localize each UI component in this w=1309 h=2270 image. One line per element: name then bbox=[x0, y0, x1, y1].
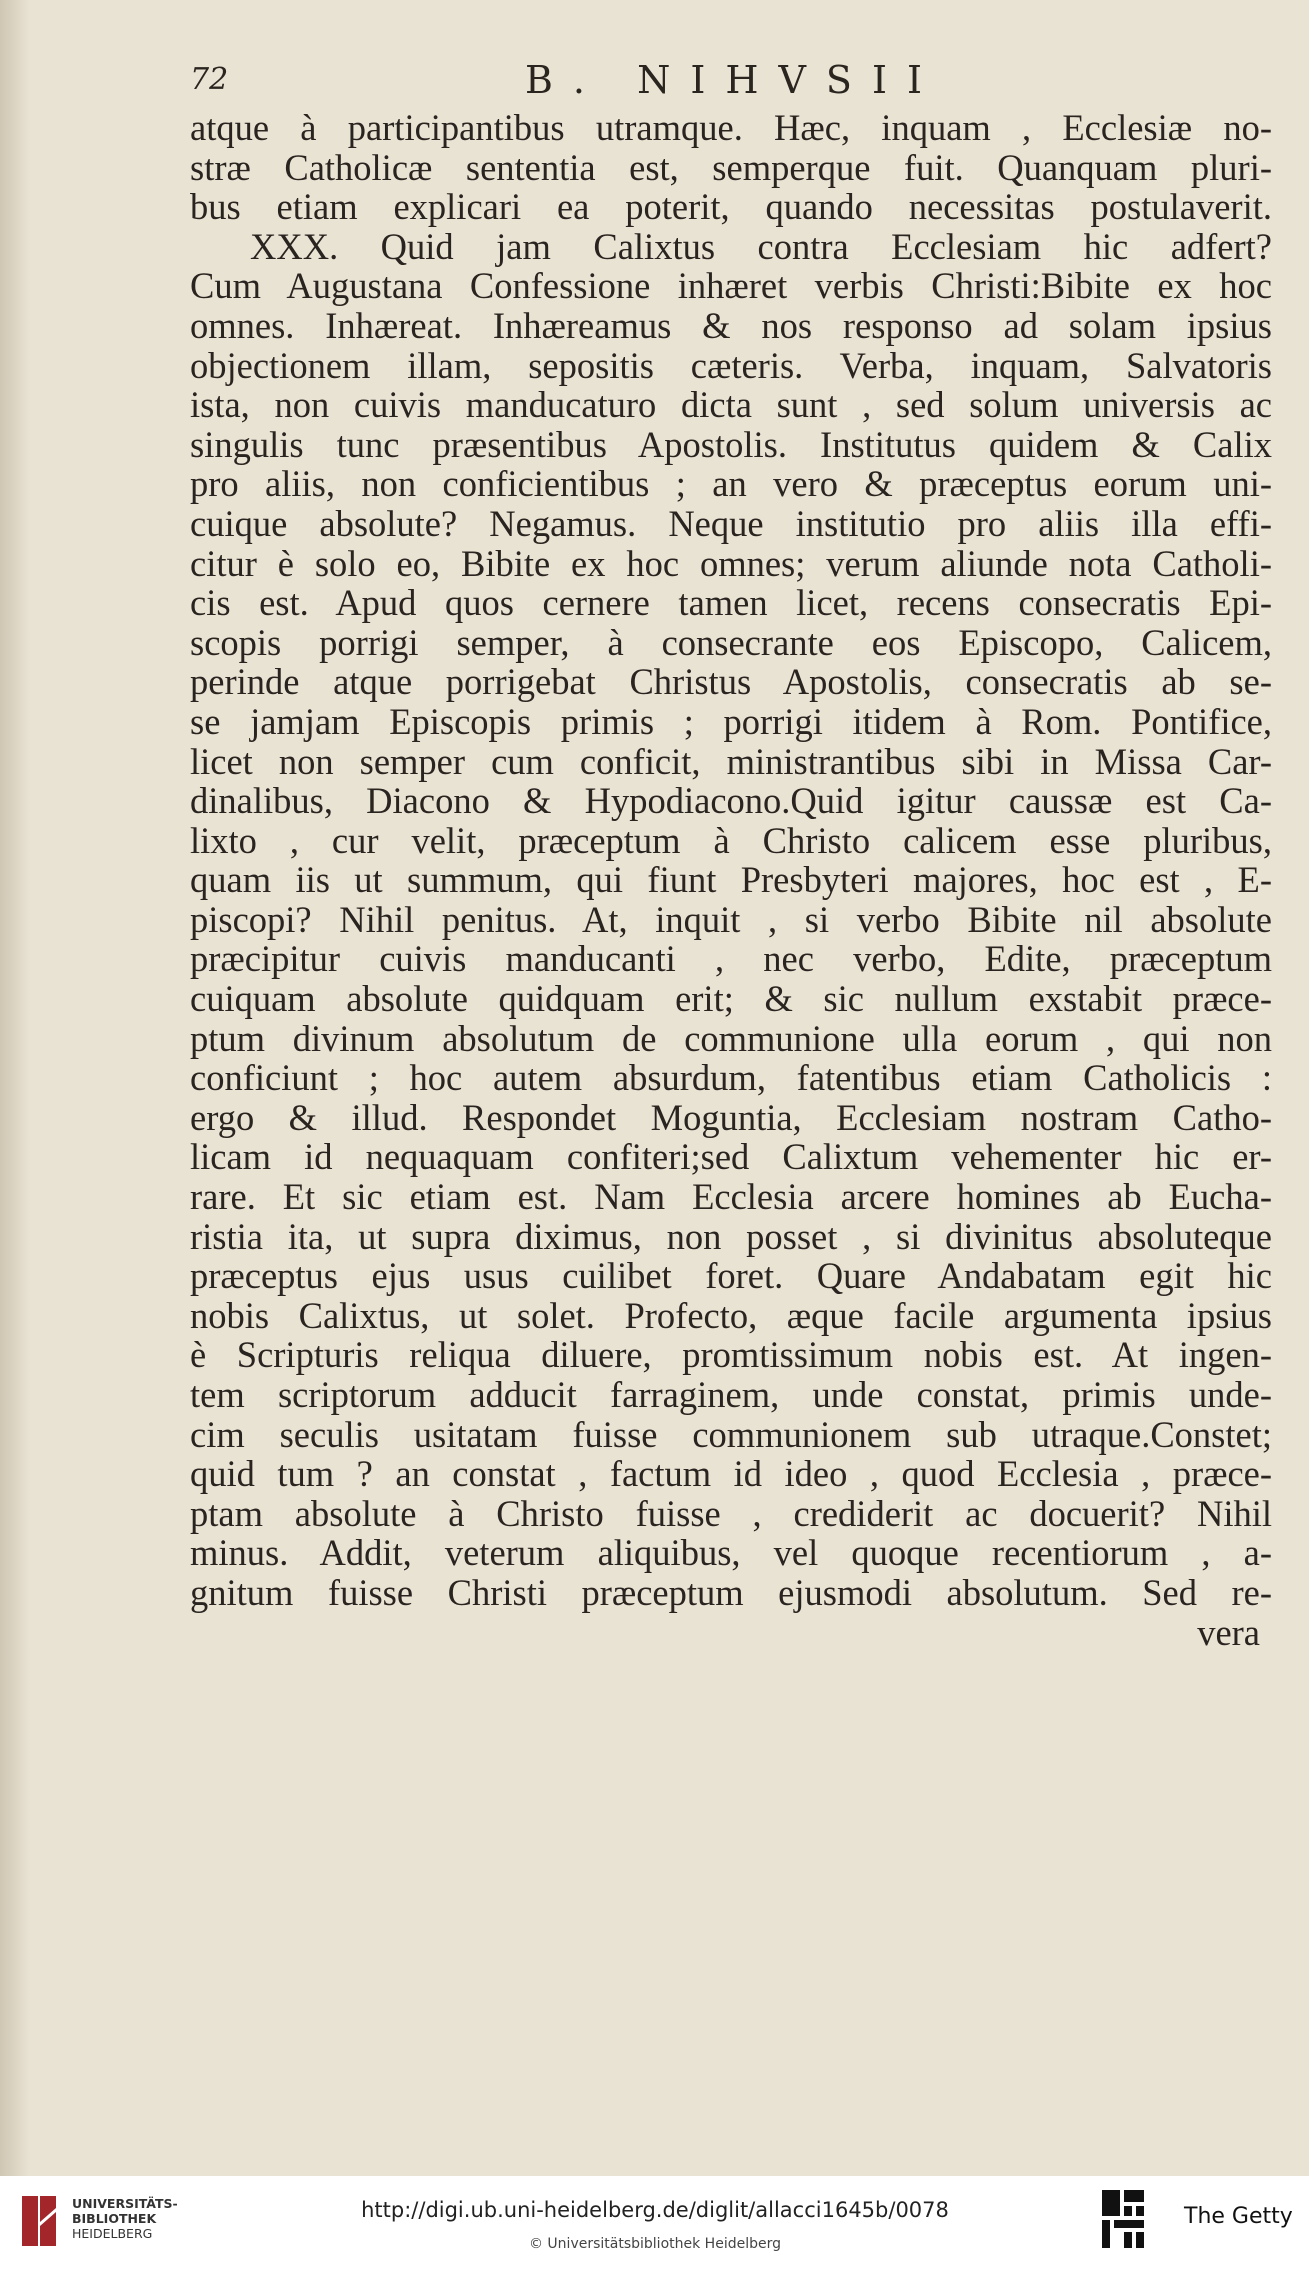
library-name bbox=[72, 2196, 178, 2241]
text-line: dinalibus, Diacono & Hypodiacono.Quid igitur caussæ est Ca- bbox=[190, 780, 1272, 822]
text-line: quam iis ut summum, qui fiunt Presbyteri majores, hoc est , E- bbox=[190, 859, 1272, 901]
text-line: è Scripturis reliqua diluere, promtissimum nobis est. At ingen- bbox=[190, 1334, 1272, 1376]
library-name-line: HEIDELBERG bbox=[72, 2226, 153, 2241]
library-name-line: UNIVERSITÄTS- bbox=[72, 2196, 178, 2211]
text-line: perinde atque porrigebat Christus Apostolis, consecratis ab se- bbox=[190, 661, 1272, 703]
text-line: atque à participantibus utramque. Hæc, inquam , Ecclesiæ no- bbox=[190, 107, 1272, 148]
text-line: stræ Catholicæ sententia est, semperque fuit. Quanquam pluri- bbox=[190, 146, 1272, 188]
text-line: ista, non cuivis manducaturo dicta sunt , sed solum universis ac bbox=[190, 384, 1272, 426]
text-line: pro aliis, non conficientibus ; an vero & præceptus eorum uni- bbox=[190, 463, 1272, 505]
viewer-footer bbox=[0, 2176, 1309, 2270]
text-line: piscopi? Nihil penitus. At, inquit , si verbo Bibite nil absolute bbox=[190, 898, 1272, 940]
getty-emblem-icon bbox=[1100, 2186, 1146, 2252]
getty-logo[interactable] bbox=[1100, 2186, 1300, 2256]
text-line: ristia ita, ut supra diximus, non posset , si divinitus absoluteque bbox=[190, 1215, 1272, 1257]
text-line: Cum Augustana Confessione inhæret verbis Christi:Bibite ex hoc bbox=[190, 265, 1272, 307]
text-line: conficiunt ; hoc autem absurdum, fatentibus etiam Catholicis : bbox=[190, 1057, 1272, 1099]
text-line: ptam absolute à Christo fuisse , crediderit ac docuerit? Nihil bbox=[190, 1492, 1272, 1534]
page-header bbox=[190, 54, 1270, 104]
text-line: bus etiam explicari ea poterit, quando necessitas postulaverit. bbox=[190, 186, 1272, 228]
copyright-notice: © Universitätsbibliothek Heidelberg bbox=[528, 2236, 781, 2252]
catchword: vera bbox=[1197, 1611, 1260, 1653]
text-line: nobis Calixtus, ut solet. Profecto, æque facile argumenta ipsius bbox=[190, 1294, 1272, 1336]
library-name-line: BIBLIOTHEK bbox=[72, 2211, 157, 2226]
text-line: cuique absolute? Negamus. Neque institutio pro aliis illa effi- bbox=[190, 502, 1272, 544]
text-line: minus. Addit, veterum aliquibus, vel quoque recentiorum , a- bbox=[190, 1532, 1272, 1574]
text-line: lixto , cur velit, præceptum à Christo calicem esse pluribus, bbox=[190, 819, 1272, 861]
text-line: cim seculis usitatam fuisse communionem sub utraque.Constet; bbox=[190, 1413, 1272, 1455]
text-line: ptum divinum absolutum de communione ulla eorum , qui non bbox=[190, 1017, 1272, 1059]
page-url-link[interactable]: http://digi.ub.uni-heidelberg.de/diglit/allacci1645b/0078 bbox=[361, 2198, 949, 2222]
text-line: XXX. Quid jam Calixtus contra Ecclesiam hic adfert? bbox=[250, 225, 1272, 267]
text-line: præcipitur cuivis manducanti , nec verbo, Edite, præceptum bbox=[190, 938, 1272, 980]
text-line: rare. Et sic etiam est. Nam Ecclesia arcere homines ab Eucha- bbox=[190, 1176, 1272, 1218]
text-line: omnes. Inhæreat. Inhæreamus & nos responso ad solam ipsius bbox=[190, 304, 1272, 346]
text-line: cuiquam absolute quidquam erit; & sic nullum exstabit præce- bbox=[190, 978, 1272, 1020]
text-line: citur è solo eo, Bibite ex hoc omnes; verum aliunde nota Catholi- bbox=[190, 542, 1272, 584]
text-line: præceptus ejus usus cuilibet foret. Quare Andabatam egit hic bbox=[190, 1255, 1272, 1297]
text-line: scopis porrigi semper, à consecrante eos Episcopo, Calicem, bbox=[190, 621, 1272, 663]
text-line: tem scriptorum adducit farraginem, unde constat, primis unde- bbox=[190, 1374, 1272, 1415]
text-line: quid tum ? an constat , factum id ideo , quod Ecclesia , præce- bbox=[190, 1453, 1272, 1495]
running-head: B. NIHVSII bbox=[525, 58, 942, 102]
text-line: licam id nequaquam confiteri;sed Calixtum vehementer hic er- bbox=[190, 1136, 1272, 1178]
university-library-logo[interactable] bbox=[16, 2186, 206, 2256]
text-line: gnitum fuisse Christi præceptum ejusmodi absolutum. Sed re- bbox=[190, 1571, 1272, 1613]
getty-label: The Getty bbox=[1184, 2204, 1293, 2229]
text-line: objectionem illam, sepositis cæteris. Verba, inquam, Salvatoris bbox=[190, 344, 1272, 386]
text-line: licet non semper cum conficit, ministrantibus sibi in Missa Car- bbox=[190, 740, 1272, 782]
text-line: se jamjam Episcopis primis ; porrigi itidem à Rom. Pontifice, bbox=[190, 700, 1272, 742]
library-emblem-icon bbox=[16, 2188, 62, 2252]
text-block bbox=[190, 108, 1272, 1652]
text-line: singulis tunc præsentibus Apostolis. Institutus quidem & Calix bbox=[190, 423, 1272, 465]
text-line: ergo & illud. Respondet Moguntia, Ecclesiam nostram Catho- bbox=[190, 1096, 1272, 1138]
page-number: 72 bbox=[190, 62, 229, 97]
text-line: cis est. Apud quos cernere tamen licet, recens consecratis Epi- bbox=[190, 582, 1272, 624]
